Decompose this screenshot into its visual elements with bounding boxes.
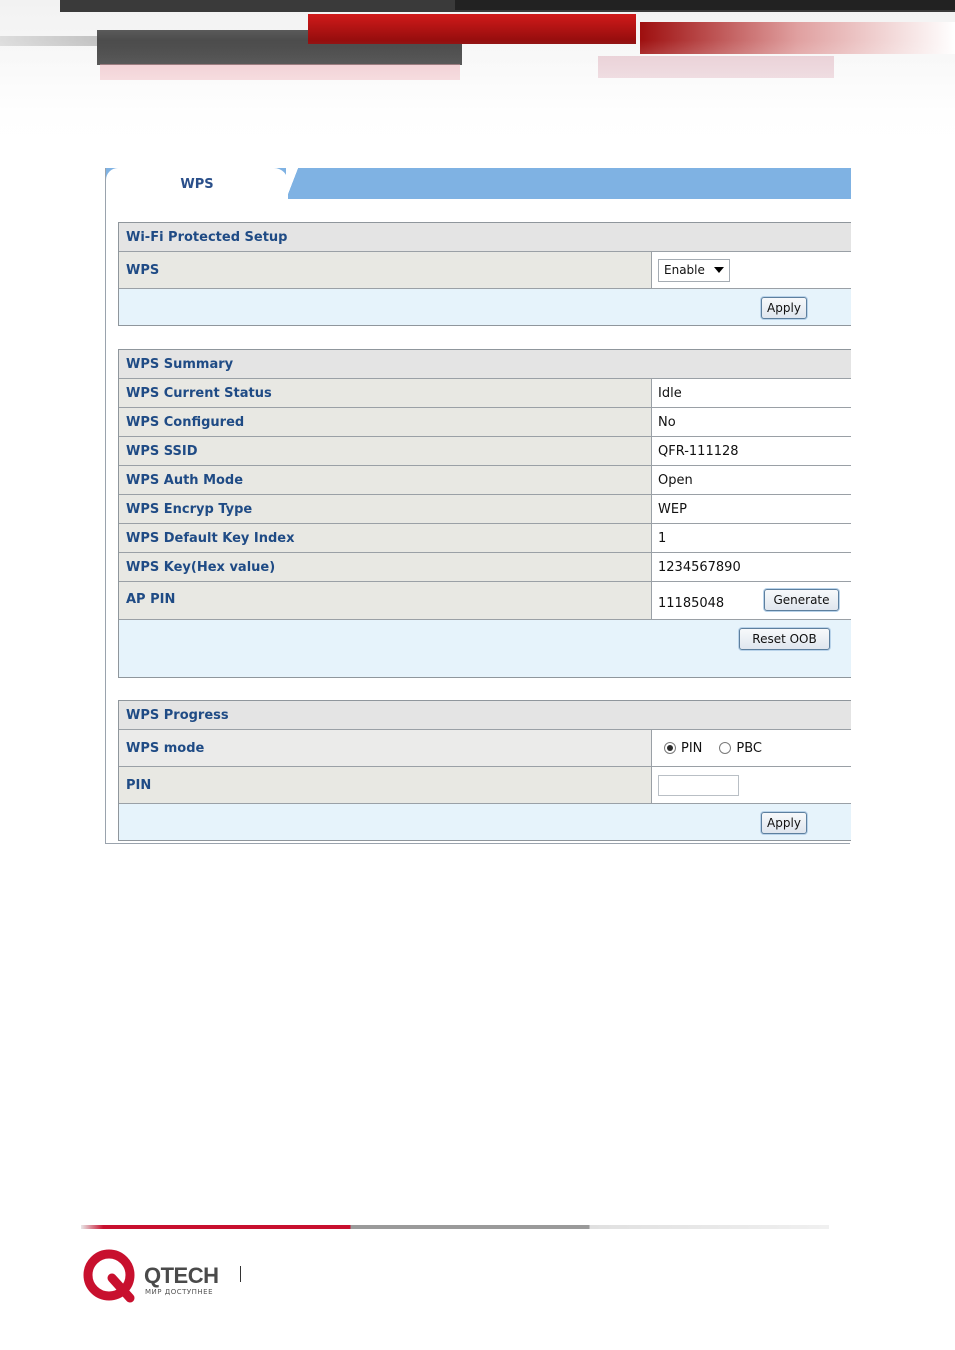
wps-enable-select[interactable] [658,259,730,282]
section-title: WPS Summary [126,356,234,372]
summary-action-row [119,619,851,677]
pin-label: PIN [119,767,652,803]
summary-row [119,465,851,494]
section-header [119,701,851,729]
summary-value: WEP [652,495,851,523]
tab-wps-label: WPS [180,177,214,192]
summary-label: WPS Current Status [119,379,652,407]
generate-button[interactable]: Generate [764,589,839,611]
summary-value: 1 [652,524,851,552]
pin-radio-label: PIN [681,740,703,756]
qtech-logo-icon [82,1248,138,1304]
summary-value: 1234567890 [652,553,851,581]
summary-row [119,407,851,436]
reset-oob-button[interactable]: Reset OOB [739,628,830,650]
wps-mode-radio-group [664,741,762,756]
section-header [119,350,851,378]
brand-tagline: МИР ДОСТУПНЕЕ [145,1288,214,1296]
wps-enable-row [119,251,851,288]
wps-panel [105,168,850,844]
summary-row [119,494,851,523]
wps-enable-value: Enable [664,263,705,277]
setup-apply-button[interactable]: Apply [761,297,807,319]
summary-value: Open [652,466,851,494]
section-header [119,223,851,251]
summary-value: Idle [652,379,851,407]
pin-row [119,766,851,803]
section-title: WPS Progress [126,707,229,723]
summary-row [119,378,851,407]
progress-action-row [119,803,851,840]
summary-value: No [652,408,851,436]
pin-input[interactable] [658,775,739,796]
header-banner [0,0,955,150]
wps-progress-section [118,700,851,841]
section-title: Wi-Fi Protected Setup [126,229,288,245]
summary-value: QFR-111128 [652,437,851,465]
summary-row [119,552,851,581]
summary-label: WPS Encryp Type [119,495,652,523]
pin-radio[interactable] [664,742,676,754]
summary-row [119,523,851,552]
summary-row [119,436,851,465]
progress-apply-button[interactable]: Apply [761,812,807,834]
summary-label: WPS Configured [119,408,652,436]
wps-mode-label: WPS mode [119,730,652,766]
summary-label: WPS SSID [119,437,652,465]
ap-pin-row [119,581,851,619]
ap-pin-value: 11185048 [658,596,725,611]
pbc-radio-label: PBC [736,740,763,756]
tab-wps[interactable] [106,168,288,199]
chevron-down-icon [714,267,724,273]
brand-name: QTECH [144,1263,219,1288]
ap-pin-label: AP PIN [119,582,652,619]
summary-label: WPS Default Key Index [119,524,652,552]
wps-label: WPS [119,252,652,288]
wps-mode-row [119,729,851,766]
tab-bar [106,168,851,199]
summary-label: WPS Auth Mode [119,466,652,494]
summary-label: WPS Key(Hex value) [119,553,652,581]
footer-divider [81,1225,829,1229]
footer-separator [240,1266,241,1282]
setup-action-row [119,288,851,325]
wps-summary-section [118,349,851,678]
wifi-protected-setup-section [118,222,851,326]
pbc-radio[interactable] [719,742,731,754]
